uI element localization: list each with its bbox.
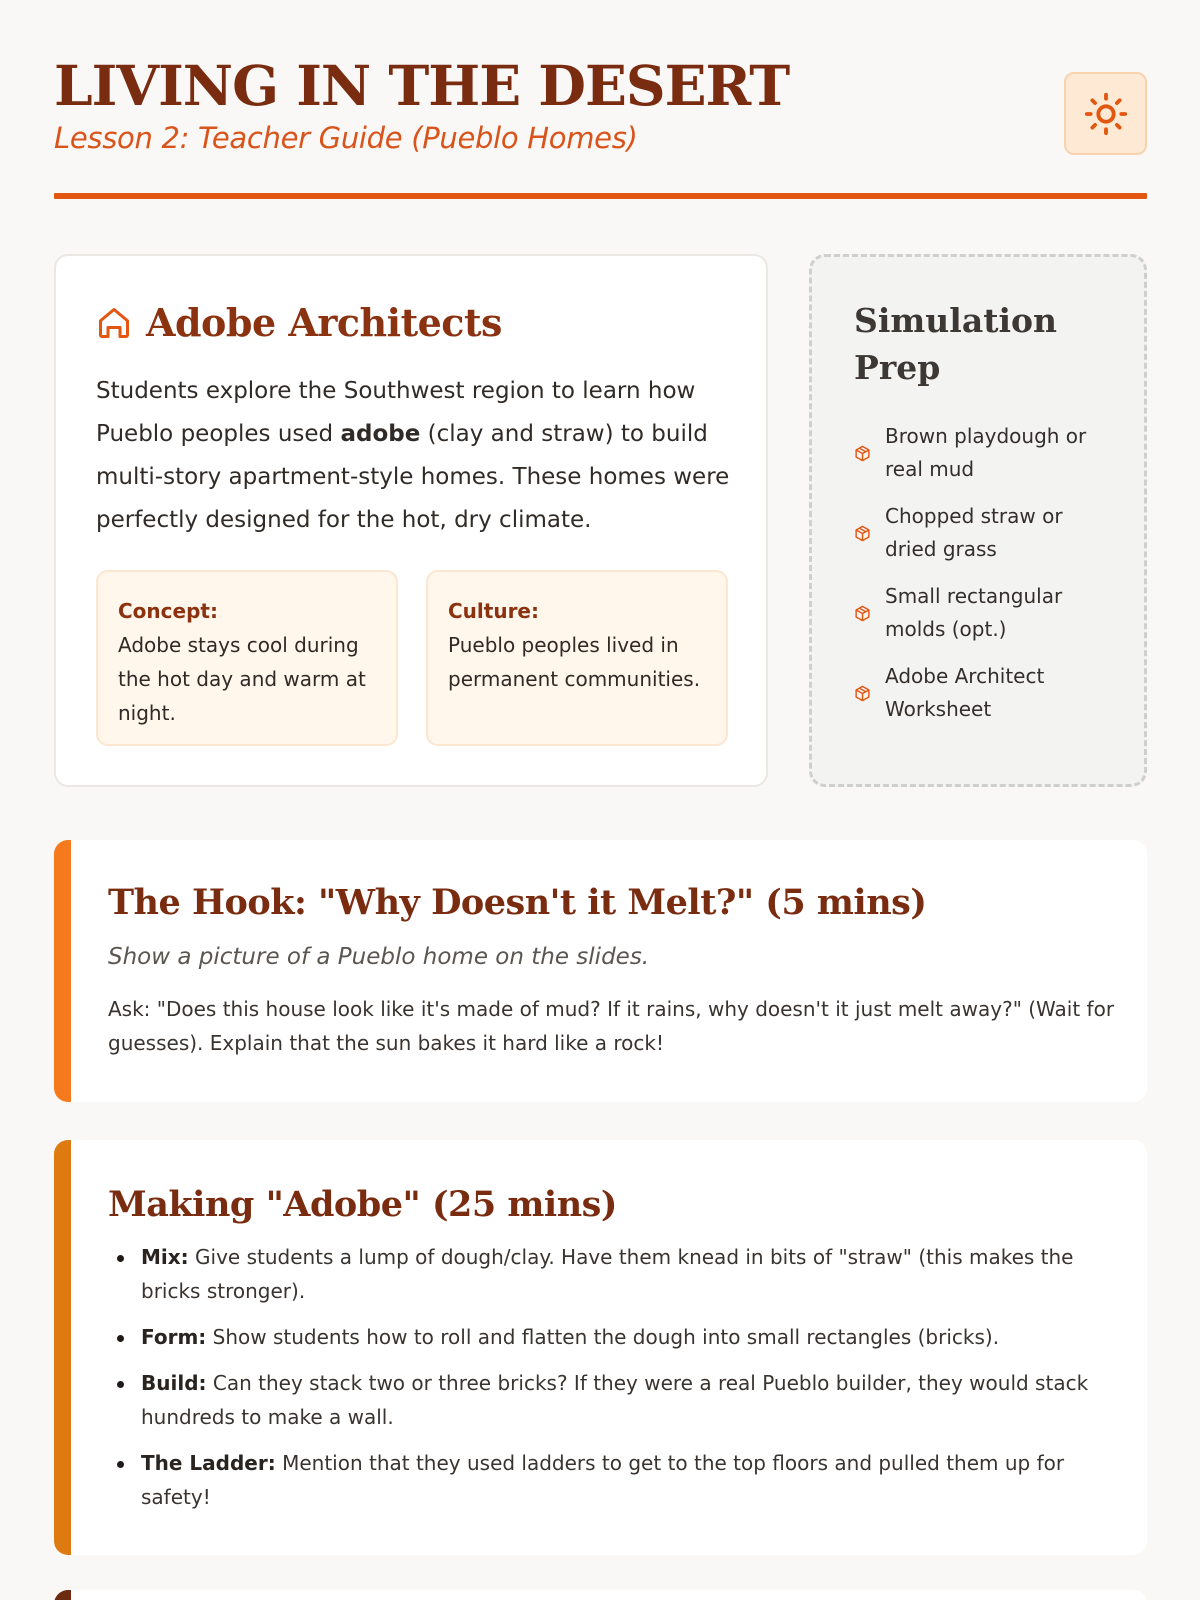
hook-step-card — [54, 840, 1147, 1102]
intro-keyword: adobe — [340, 421, 421, 447]
making-adobe-step-card — [54, 1140, 1147, 1555]
hook-body: Ask: "Does this house look like it's made of mud? If it rains, why doesn't it just melt away?" (Wait for guesses). Explain that the sun bakes it hard like a rock! — [108, 997, 1115, 1055]
prep-item-text: Brown playdough or real mud — [885, 424, 1087, 481]
home-icon — [96, 305, 132, 341]
prep-list — [854, 413, 1124, 733]
concept-card — [96, 570, 398, 746]
intro-text-part: Students explore the Southwest region to learn how Pueblo peoples used — [96, 378, 696, 447]
list-item — [854, 573, 1124, 653]
hook-title: The Hook: "Why Doesn't it Melt?" (5 mins) — [108, 882, 927, 923]
accent-bar — [54, 840, 71, 1102]
step-text: Can they stack two or three bricks? If they were a real Pueblo builder, they would stack hundreds to make a wall. — [141, 1371, 1089, 1429]
package-icon — [854, 605, 871, 622]
next-card-peek — [54, 1590, 1147, 1600]
prep-item-text: Adobe Architect Worksheet — [885, 664, 1045, 721]
culture-text: Pueblo peoples lived in permanent communities. — [448, 633, 701, 691]
page-subtitle: Lesson 2: Teacher Guide (Pueblo Homes) — [54, 120, 638, 155]
step-label: Form: — [141, 1325, 207, 1349]
step-text: Show students how to roll and flatten the dough into small rectangles (bricks). — [206, 1325, 1000, 1349]
step-text: Mention that they used ladders to get to the top floors and pulled them up for safety! — [141, 1451, 1065, 1509]
list-item — [854, 493, 1124, 573]
intro-paragraph — [96, 370, 746, 542]
hook-note: Show a picture of a Pueblo home on the slides. — [108, 944, 650, 970]
simulation-prep-card — [809, 254, 1147, 787]
making-steps-list — [108, 1240, 1118, 1526]
prep-title: Simulation Prep — [854, 301, 1057, 387]
step-text: Give students a lump of dough/clay. Have them knead in bits of "straw" (this makes the bricks stronger). — [141, 1245, 1074, 1303]
package-icon — [854, 685, 871, 702]
concept-text: Adobe stays cool during the hot day and warm at night. — [118, 633, 366, 725]
making-title: Making "Adobe" (25 mins) — [108, 1184, 617, 1225]
page-title: LIVING IN THE DESERT — [54, 53, 790, 118]
page-header — [54, 53, 1147, 155]
step-label: Mix: — [141, 1245, 189, 1269]
step-label: Build: — [141, 1371, 207, 1395]
list-item — [854, 413, 1124, 493]
step-label: The Ladder: — [141, 1451, 276, 1475]
intro-text-part: (clay and straw) to build multi-story apartment-style homes. These homes were perfectly designed for the hot, dry climate. — [96, 421, 730, 533]
prep-item-text: Small rectangular molds (opt.) — [885, 584, 1063, 641]
sun-badge — [1064, 72, 1147, 155]
intro-heading — [96, 300, 502, 345]
culture-card — [426, 570, 728, 746]
intro-title: Adobe Architects — [146, 300, 502, 345]
list-item — [108, 1320, 1118, 1354]
package-icon — [854, 445, 871, 462]
concept-label: Concept: — [118, 599, 218, 623]
list-item — [108, 1366, 1118, 1434]
list-item — [108, 1240, 1118, 1308]
list-item — [854, 653, 1124, 733]
sun-icon — [1083, 91, 1129, 137]
culture-label: Culture: — [448, 599, 539, 623]
package-icon — [854, 525, 871, 542]
prep-item-text: Chopped straw or dried grass — [885, 504, 1063, 561]
intro-card — [54, 254, 768, 787]
header-divider — [54, 193, 1147, 199]
accent-bar — [54, 1140, 71, 1555]
list-item — [108, 1446, 1118, 1514]
